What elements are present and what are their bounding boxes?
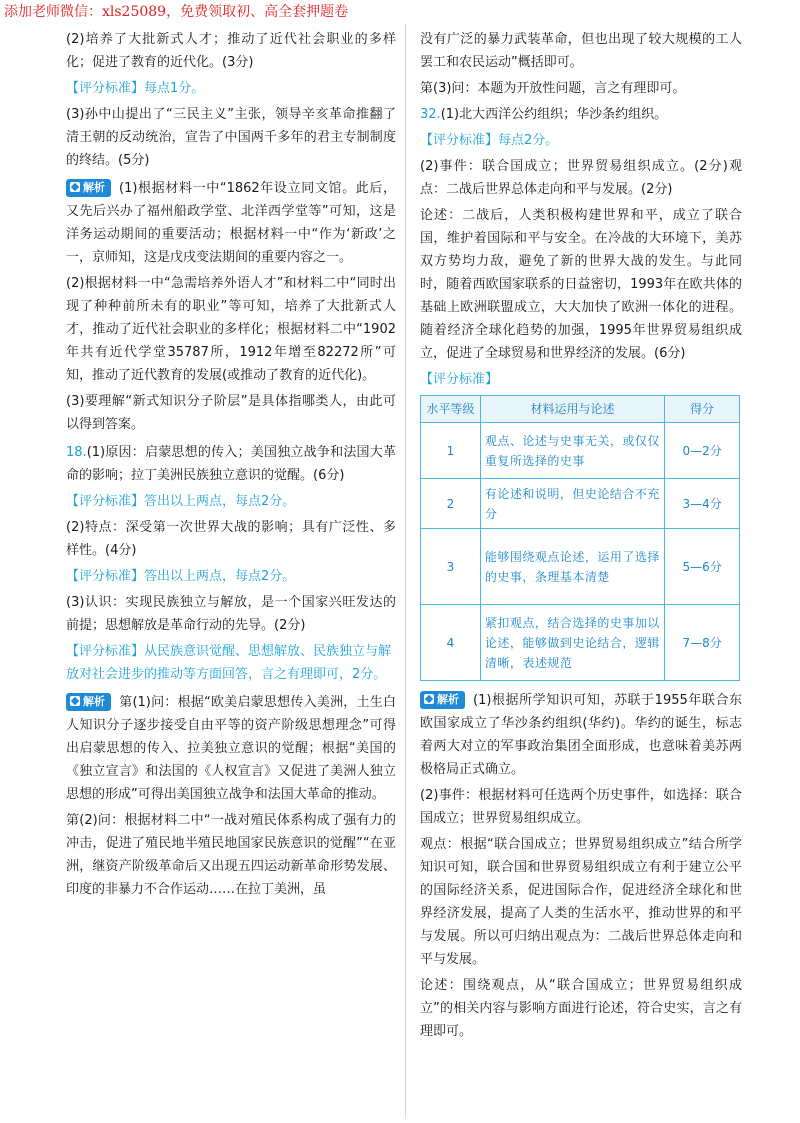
level-cell: 3 <box>421 529 481 605</box>
level-cell: 2 <box>421 479 481 529</box>
answer-17-2: (2)培养了大批新式人才；推动了近代社会职业的多样化；促进了教育的近代化。(3分) <box>66 32 396 70</box>
analysis-icon <box>70 182 80 192</box>
desc-cell: 有论述和说明，但史论结合不充分 <box>480 479 664 529</box>
analysis-32-1: 解析 (1)根据所学知识可知，苏联于1955年联合东欧国家成立了华沙条约组织(华约)。华约的诞生，标志着两大对立的军事政治集团全面形成，也意味着美苏两极格局正式确立。 <box>420 693 742 777</box>
analysis-icon <box>70 696 80 706</box>
analysis-32-essay: 论述：围绕观点，从“联合国成立；世界贸易组织成立”的相关内容与影响方面进行论述，符合史实，言之有理即可。 <box>420 978 742 1039</box>
answer-32-essay: 论述：二战后，人类积极构建世界和平，成立了联合国，维护着国际和平与安全。在冷战的大环境下，美苏双方势均力敌，避免了新的世界大战的发生。与此同时，随着西欧国家联系的日益密切，1993年在欧共体的基础上欧洲联盟成立，大大加快了欧洲一体化的进程。随着经济全球化趋势的加强，1995年世界贸易组织成立，促进了全球贸易和世界经济的发展。(6分) <box>420 208 742 361</box>
score-cell: 7—8分 <box>665 605 740 681</box>
answer-18-3: (3)认识：实现民族独立与解放，是一个国家兴旺发达的前提；思想解放是革命行动的先导。(2分) <box>66 595 396 633</box>
analysis-17-1: 解析 (1)根据材料一中“1862年设立同文馆。此后，又先后兴办了福州船政学堂、北洋西学堂等”可知，这是洋务运动期间的重要活动；根据材料一中“作为‘新政’之一，京师知，这是戊戌变法期间的重要内容之一。 <box>66 181 396 265</box>
analysis-badge: 解析 <box>66 179 111 197</box>
desc-cell: 观点、论述与史事无关，或仅仅重复所选择的史事 <box>480 423 664 479</box>
analysis-badge: 解析 <box>66 693 111 711</box>
scoring-table <box>420 395 740 681</box>
scoring-standard: 【评分标准】每点1分。 <box>66 81 205 96</box>
column-header: 材料运用与论述 <box>480 396 664 423</box>
score-cell: 3—4分 <box>665 479 740 529</box>
analysis-17-3: (3)要理解“新式知识分子阶层”是具体指哪类人，由此可以得到答案。 <box>66 394 396 432</box>
level-cell: 4 <box>421 605 481 681</box>
question-number-32: 32. <box>420 107 441 122</box>
scoring-standard: 【评分标准】答出以上两点，每点2分。 <box>66 569 296 584</box>
answer-18-1: 18.(1)原因：启蒙思想的传入；美国独立战争和法国大革命的影响；拉丁美洲民族独立意识的觉醒。(6分) <box>66 445 396 483</box>
scoring-standard-heading: 【评分标准】 <box>420 372 499 387</box>
analysis-17-2: (2)根据材料一中“急需培养外语人才”和材料二中“同时出现了种种前所未有的职业”等可知，培养了大批新式人才，推动了近代社会职业的多样化；根据材料二中“1902年共有近代学堂35787所，1912年增至82272所”可知，推动了近代教育的发展(或推动了教育的近代化)。 <box>66 276 396 383</box>
header-banner: 添加老师微信：xls25089，免费领取初、高全套押题卷 <box>4 4 349 20</box>
answer-18-2: (2)特点：深受第一次世界大战的影响；具有广泛性、多样性。(4分) <box>66 520 396 558</box>
score-cell: 5—6分 <box>665 529 740 605</box>
analysis-icon <box>424 694 434 704</box>
answer-32-2: (2)事件：联合国成立；世界贸易组织成立。(2分)观点：二战后世界总体走向和平与发展。(2分) <box>420 159 742 197</box>
left-column <box>66 28 396 904</box>
level-cell: 1 <box>421 423 481 479</box>
table-header-row <box>421 396 740 423</box>
score-cell: 0—2分 <box>665 423 740 479</box>
column-header: 水平等级 <box>421 396 481 423</box>
question-number-18: 18. <box>66 445 87 460</box>
scoring-standard: 【评分标准】从民族意识觉醒、思想解放、民族独立与解放对社会进步的推动等方面回答，言之有理即可，2分。 <box>66 644 392 682</box>
table-row <box>421 479 740 529</box>
table-row <box>421 529 740 605</box>
scoring-standard: 【评分标准】每点2分。 <box>420 133 559 148</box>
analysis-32-viewpoint: 观点：根据“联合国成立；世界贸易组织成立”结合所学知识可知，联合国和世界贸易组织成立有利于建立公平的国际经济关系，促进国际合作，促进经济全球化和世界经济发展，提高了人类的生活水平，推动世界的和平与发展。所以可归纳出观点为：二战后世界总体走向和平与发展。 <box>420 837 742 967</box>
desc-cell: 能够围绕观点论述，运用了选择的史事，条理基本清楚 <box>480 529 664 605</box>
right-column <box>420 28 742 1046</box>
desc-cell: 紧扣观点，结合选择的史事加以论述，能够做到史论结合，逻辑清晰，表述规范 <box>480 605 664 681</box>
analysis-badge: 解析 <box>420 691 465 709</box>
answer-17-3: (3)孙中山提出了“三民主义”主张，领导辛亥革命推翻了清王朝的反动统治，宣告了中国两千多年的君主专制制度的终结。(5分) <box>66 107 396 168</box>
column-divider <box>405 24 406 1119</box>
answer-32-1: 32.(1)北大西洋公约组织；华沙条约组织。 <box>420 107 668 122</box>
analysis-18-1: 解析 第(1)问：根据“欧美启蒙思想传入美洲，土生白人知识分子逐步接受自由平等的资产阶级思想理念”可得出启蒙思想的传入、拉美独立意识的觉醒；根据“美国的《独立宣言》和法国的《人权宣言》又促进了美洲人独立思想的形成”可得出美国独立战争和法国大革命的推动。 <box>66 695 396 802</box>
analysis-18-2-cont: 没有广泛的暴力武装革命，但也出现了较大规模的工人罢工和农民运动”概括即可。 <box>420 32 742 70</box>
scoring-standard: 【评分标准】答出以上两点，每点2分。 <box>66 494 296 509</box>
table-row <box>421 605 740 681</box>
table-row <box>421 423 740 479</box>
analysis-18-3: 第(3)问：本题为开放性问题，言之有理即可。 <box>420 81 686 96</box>
analysis-18-2: 第(2)问：根据材料二中“一战对殖民体系构成了强有力的冲击，促进了殖民地半殖民地国家民族意识的觉醒”“在亚洲，继资产阶级革命后又出现五四运动新革命形势发展、印度的非暴力不合作运动……在拉丁美洲，虽 <box>66 813 396 897</box>
column-header: 得分 <box>665 396 740 423</box>
analysis-32-2: (2)事件：根据材料可任选两个历史事件，如选择：联合国成立；世界贸易组织成立。 <box>420 788 742 826</box>
